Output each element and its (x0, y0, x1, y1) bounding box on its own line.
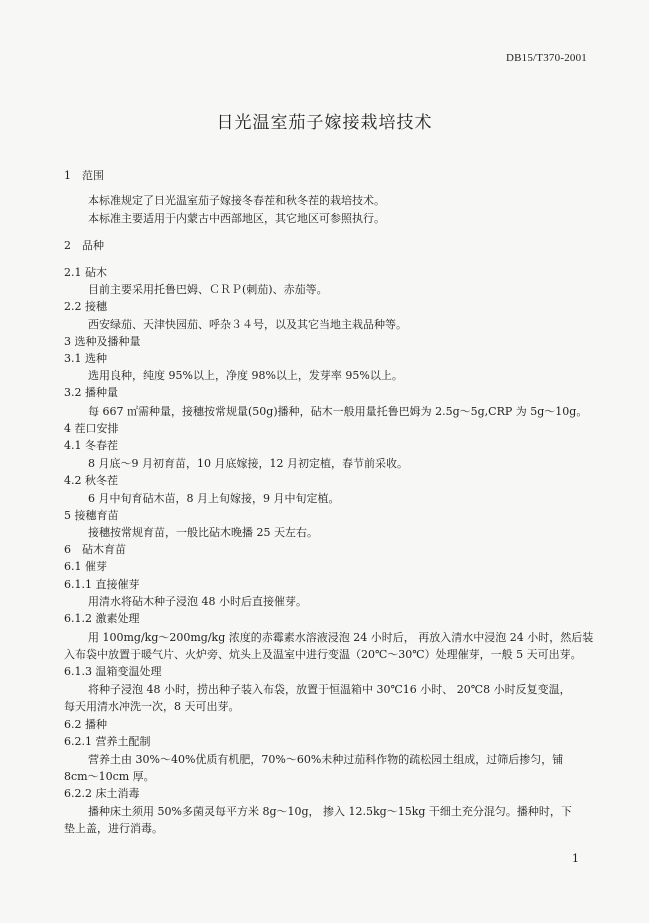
paragraph-line: 选用良种，纯度 95%以上，净度 98%以上，发芽率 95%以上。 (88, 369, 403, 382)
document-title: 日光温室茄子嫁接栽培技术 (216, 113, 433, 133)
paragraph-line: 西安绿茄、天津快园茄、呼杂３４号，以及其它当地主栽品种等。 (88, 318, 407, 331)
paragraph-line: 播种床土须用 50%多菌灵每平方米 8g～10g， 掺入 12.5kg～15kg 干细土充分混匀。播种时，下 (88, 805, 572, 818)
section-heading: 6.2.2 床土消毒 (64, 787, 140, 800)
paragraph-line: 每天用清水冲洗一次，8 天可出芽。 (64, 700, 240, 713)
paragraph-line: 营养土由 30%～40%优质有机肥，70%～60%未种过茄科作物的疏松园土组成，过筛后掺匀，铺 (88, 753, 564, 766)
section-heading: 6.1.1 直接催芽 (64, 578, 140, 591)
paragraph-line: 每 667 ㎡需种量，接穗按常规量(50g)播种，砧木一般用量托鲁巴姆为 2.5g～5g,CRP 为 5g～10g。 (88, 405, 588, 418)
paragraph-line: 将种子浸泡 48 小时，捞出种子装入布袋，放置于恒温箱中 30℃16 小时、 20℃8 小时反复变温， (88, 683, 571, 696)
section-heading: 6.2.1 营养土配制 (64, 735, 151, 748)
paragraph-line: 8 月底～9 月初育苗，10 月底嫁接，12 月初定植，春节前采收。 (88, 457, 408, 470)
paragraph-line: 6 月中旬育砧木苗，8 月上旬嫁接，9 月中旬定植。 (88, 492, 340, 505)
page-number: 1 (572, 852, 579, 865)
section-heading: 3.2 播种量 (64, 386, 118, 399)
section-heading: 6.1 催芽 (64, 560, 107, 573)
section-heading: 4.2 秋冬茬 (64, 474, 118, 487)
document-code: DB15/T370-2001 (505, 52, 587, 64)
section-heading: 5 接穗育苗 (64, 509, 119, 522)
paragraph-line: 本标准规定了日光温室茄子嫁接冬春茬和秋冬茬的栽培技术。 (88, 194, 385, 207)
section-heading: 3 选种及播种量 (64, 335, 141, 348)
section-heading: 6.1.2 激素处理 (64, 612, 140, 625)
section-heading: 4 茬口安排 (64, 422, 119, 435)
section-heading: 6.2 播种 (64, 718, 107, 731)
section-heading: 2.2 接穗 (64, 300, 107, 313)
paragraph-line: 8cm～10cm 厚。 (64, 770, 155, 783)
paragraph-line: 垫上盖，进行消毒。 (64, 822, 163, 835)
paragraph-line: 用 100mg/kg～200mg/kg 浓度的赤霉素水溶液浸泡 24 小时后， 再放入清水中浸泡 24 小时，然后装 (88, 631, 594, 644)
section-heading: 6 砧木育苗 (64, 543, 126, 556)
section-heading: 3.1 选种 (64, 352, 107, 365)
section-heading: 6.1.3 温箱变温处理 (64, 665, 162, 678)
section-heading: 1 范围 (64, 169, 104, 182)
section-heading: 4.1 冬春茬 (64, 439, 118, 452)
paragraph-line: 本标准主要适用于内蒙古中西部地区，其它地区可参照执行。 (88, 212, 385, 225)
paragraph-line: 目前主要采用托鲁巴姆、ＣＲＰ(刺茄)、赤茄等。 (88, 283, 328, 296)
paragraph-line: 入布袋中放置于暖气片、火炉旁、炕头上及温室中进行变温（20℃～30℃）处理催芽，一般 5 天可出芽。 (64, 648, 582, 661)
paragraph-line: 用清水将砧木种子浸泡 48 小时后直接催芽。 (88, 595, 307, 608)
section-heading: 2.1 砧木 (64, 266, 107, 279)
section-heading: 2 品种 (64, 239, 104, 252)
paragraph-line: 接穗按常规育苗，一般比砧木晚播 25 天左右。 (88, 526, 318, 539)
